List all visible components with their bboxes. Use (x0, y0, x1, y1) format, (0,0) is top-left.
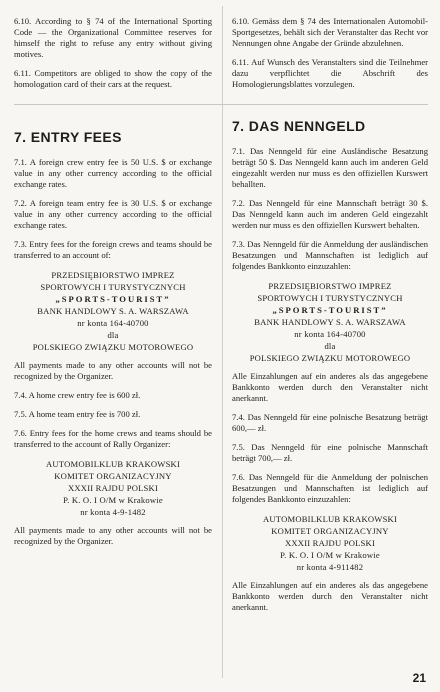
de-para-7-5: 7.5. Das Nenngeld für eine polnische Mannschaft beträgt 700,— zł. (232, 442, 428, 463)
account-line: dla (107, 330, 119, 340)
account-line: SPORTOWYCH I TURYSTYCZNYCH (40, 282, 186, 292)
account-line: dla (324, 341, 336, 351)
account-line: „SPORTS-TOURIST” (55, 294, 171, 304)
de-para-7-6b: Alle Einzahlungen auf ein anderes als das angegebene Bankkonto werden durch den Veranstalter nicht anerkannt. (232, 580, 428, 612)
account-line: BANK HANDLOWY S. A. WARSZAWA (254, 317, 406, 327)
en-para-7-6b: All payments made to any other accounts will not be recognized by the Organizer. (14, 525, 212, 546)
account-line: nr konta 4-9-1482 (80, 507, 146, 517)
en-para-6-11: 6.11. Competitors are obliged to show the copy of the homologation card of their cars at the request. (14, 68, 212, 89)
account-line: SPORTOWYCH I TURYSTYCZNYCH (257, 293, 403, 303)
account-line: nr konta 164-40700 (294, 329, 366, 339)
account-line: BANK HANDLOWY S. A. WARSZAWA (37, 306, 189, 316)
german-column (232, 0, 428, 621)
en-para-7-6: 7.6. Entry fees for the home crews and teams should be transferred to the account of Rally Organizer: (14, 428, 212, 449)
account-line: KOMITET ORGANIZACYJNY (271, 526, 389, 536)
page-number: 21 (412, 671, 426, 685)
account-line: POLSKIEGO ZWIĄZKU MOTOROWEGO (32, 342, 194, 352)
account-line: AUTOMOBILKLUB KRAKOWSKI (45, 459, 181, 469)
account-line: XXXII RAJDU POLSKI (284, 538, 376, 548)
en-heading-entry-fees: 7. ENTRY FEES (14, 129, 122, 145)
de-para-7-3b: Alle Einzahlungen auf ein anderes als das angegebene Bankkonto werden durch den Veranstalter nicht anerkannt. (232, 371, 428, 403)
account-line: nr konta 164-40700 (77, 318, 149, 328)
account-line: POLSKIEGO ZWIĄZKU MOTOROWEGO (249, 353, 411, 363)
account-line: KOMITET ORGANIZACYJNY (54, 471, 172, 481)
de-para-7-2: 7.2. Das Nenngeld für eine Mannschaft beträgt 30 $. Das Nenngeld kann auch im anderen Geld eingezahlt werden nur muss es den offiziellen Kurswert behalten. (232, 198, 428, 230)
en-para-7-2: 7.2. A foreign team entry fee is 30 U.S. $ or exchange value in any other currency according to the official exchange rates. (14, 198, 212, 230)
de-para-7-6: 7.6. Das Nenngeld für die Anmeldung der polnischen Besatzungen und Mannschaften ist lediglich auf folgendes Bankkonto einzuzahlen: (232, 472, 428, 504)
en-para-6-10: 6.10. According to § 74 of the International Sporting Code — the Organizational Committee reserves for himself the right to refuse any entry without giving motives. (14, 16, 212, 59)
de-heading-nenngeld: 7. DAS NENNGELD (232, 118, 366, 134)
de-para-7-3: 7.3. Das Nenngeld für die Anmeldung der ausländischen Besatzungen und Mannschaften ist lediglich auf folgendes Bankkonto einzuzahlen: (232, 239, 428, 271)
column-divider (222, 6, 223, 678)
account-line: AUTOMOBILKLUB KRAKOWSKI (262, 514, 398, 524)
account-line: P. K. O. I O/M w Krakowie (280, 550, 380, 560)
account-line: PRZEDSIĘBIORSTWO IMPREZ (268, 281, 392, 291)
account-line: PRZEDSIĘBIORSTWO IMPREZ (51, 270, 175, 280)
account-line: P. K. O. I O/M w Krakowie (63, 495, 163, 505)
en-para-7-3: 7.3. Entry fees for the foreign crews and teams should be transferred to an account of: (14, 239, 212, 260)
en-para-7-5: 7.5. A home team entry fee is 700 zł. (14, 409, 141, 419)
de-para-6-11: 6.11. Auf Wunsch des Veranstalters sind die Teilnehmer dazu verpflichtet die Abschrift des Homologierungsblattes vorzulegen. (232, 57, 428, 89)
english-column (14, 0, 212, 555)
de-para-7-1: 7.1. Das Nenngeld für eine Ausländische Besatzung beträgt 50 $. Das Nenngeld kann auch im anderen Geld eingezahlt werden nur muss es den offiziellen Kurswert behallten. (232, 146, 428, 189)
account-line: nr konta 4-911482 (296, 562, 364, 572)
account-line: XXXII RAJDU POLSKI (67, 483, 159, 493)
account-line: „SPORTS-TOURIST” (272, 305, 388, 315)
en-account-block-foreign (14, 269, 212, 353)
de-account-block-foreign (232, 280, 428, 364)
en-para-7-1: 7.1. A foreign crew entry fee is 50 U.S. $ or exchange value in any other currency according to the official exchange rates. (14, 157, 212, 189)
de-para-6-10: 6.10. Gemäss dem § 74 des Internationalen Automobil-Sportgesetzes, behält sich der Veranstalter das Recht vor Nennungen ohne Angabe der Gründe abzulehnen. (232, 16, 428, 48)
en-account-block-home (14, 458, 212, 518)
de-account-block-home (232, 513, 428, 573)
en-para-7-3b: All payments made to any other accounts will not be recognized by the Organizer. (14, 360, 212, 381)
en-para-7-4: 7.4. A home crew entry fee is 600 zł. (14, 390, 141, 400)
de-para-7-4: 7.4. Das Nenngeld für eine polnische Besatzung beträgt 600,— zł. (232, 412, 428, 433)
